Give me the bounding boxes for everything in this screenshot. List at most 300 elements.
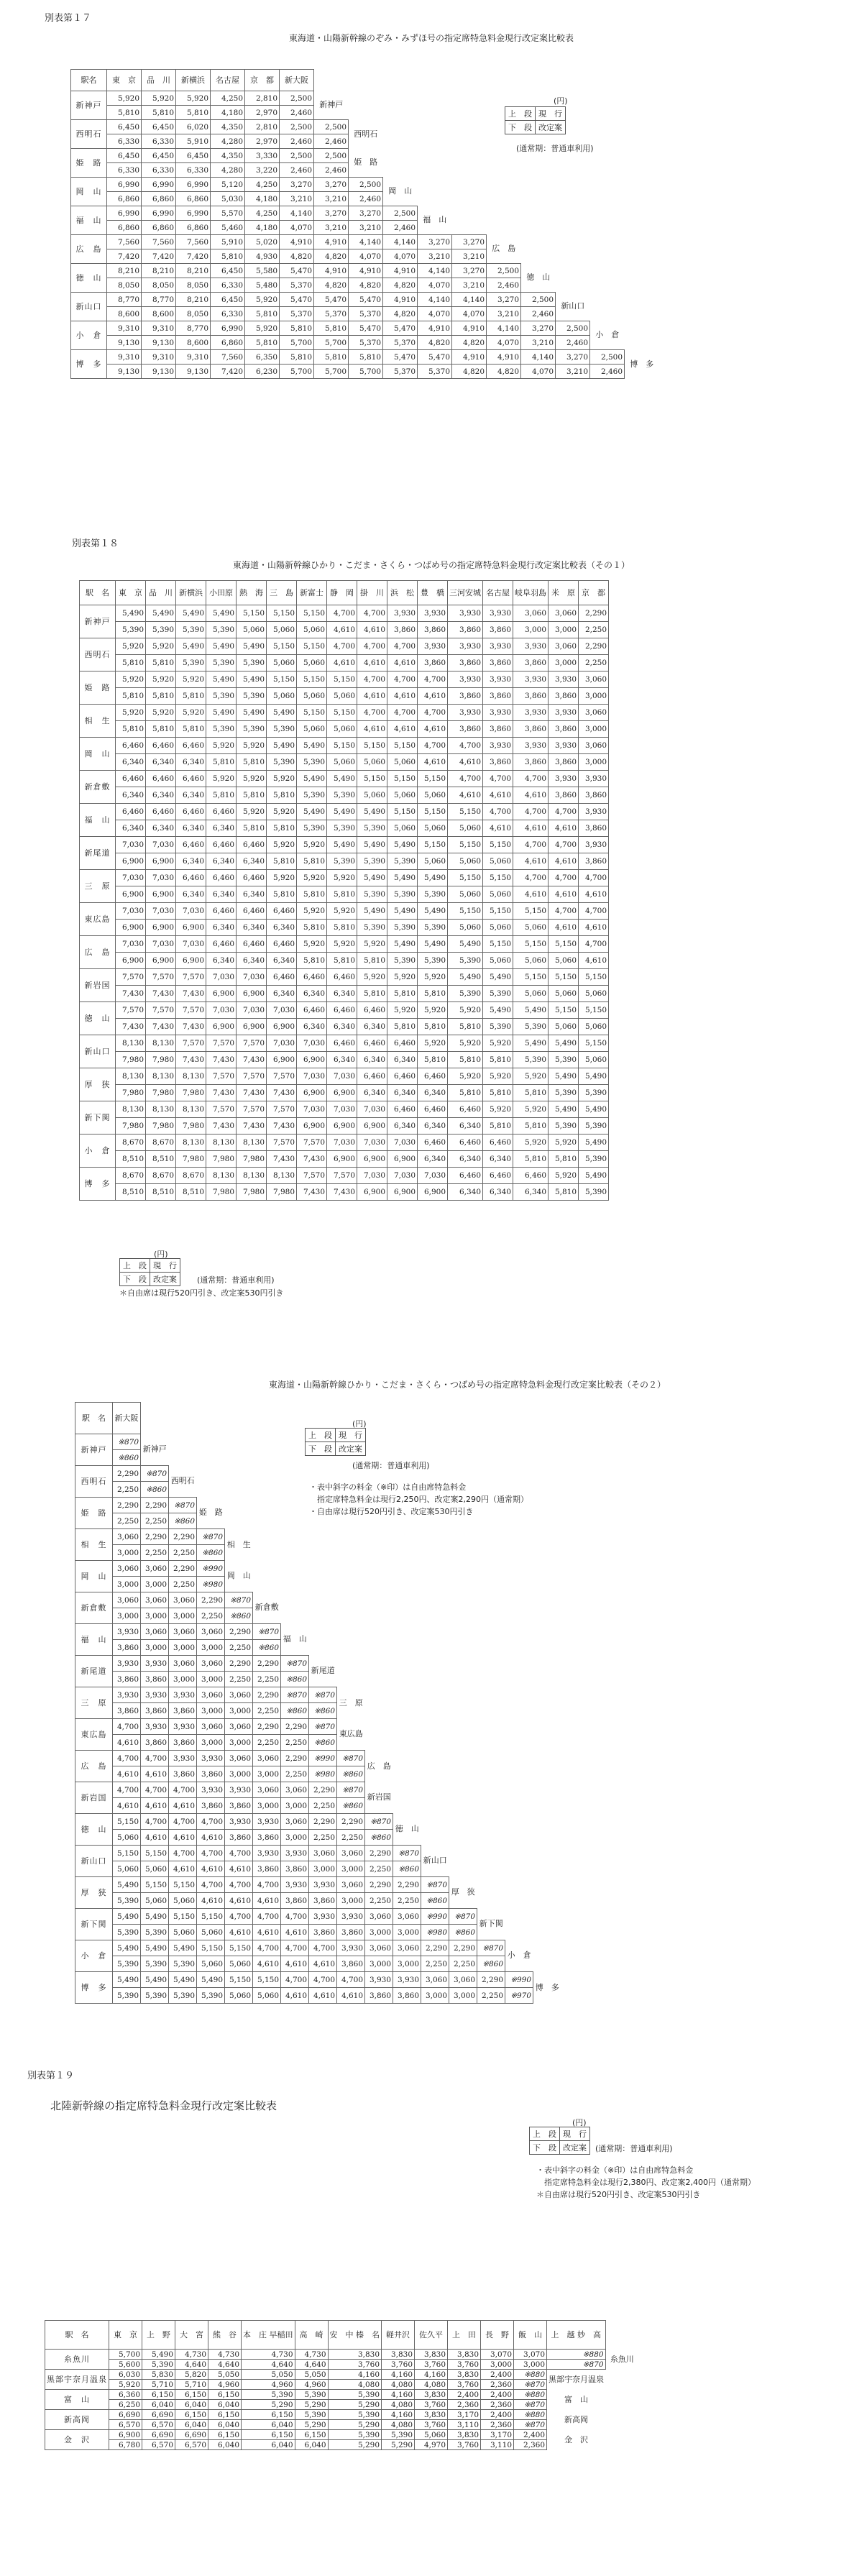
fare-revised: 5,390 <box>142 2360 175 2370</box>
station-name: 新倉敷 <box>75 1592 113 1624</box>
fare-current: 3,060 <box>365 1909 393 1925</box>
blank-cell <box>281 1498 309 1529</box>
fare-current: 6,450 <box>142 120 176 134</box>
blank-cell <box>625 120 659 149</box>
fare-revised: 4,610 <box>387 721 418 738</box>
fare-current: 8,130 <box>116 1101 146 1118</box>
fare-revised: 5,810 <box>146 655 176 671</box>
fare-revised: 5,060 <box>357 787 387 804</box>
fare-current: 7,030 <box>116 903 146 920</box>
fare-current: 5,390 <box>328 2390 382 2400</box>
fare-revised: 6,340 <box>206 820 237 837</box>
fare-current: ※870 <box>141 1466 169 1482</box>
fare-current: 7,570 <box>116 969 146 986</box>
fare-current: 8,770 <box>176 321 211 336</box>
fare-current: 5,150 <box>327 671 357 688</box>
fare-revised: 5,370 <box>314 307 349 321</box>
fare-revised: 3,000 <box>141 1577 169 1592</box>
fare-current: 4,700 <box>253 1940 281 1956</box>
legend-lower: 下 段 <box>306 1442 336 1456</box>
station-column-header: 長 野 <box>481 2321 514 2350</box>
station-column-header: 東 京 <box>116 581 146 605</box>
fare-revised: 8,510 <box>146 1184 176 1201</box>
fare-current: 5,490 <box>549 1068 579 1085</box>
diagonal-station-label: 新高岡 <box>564 2414 588 2424</box>
fare-revised: 4,610 <box>513 787 549 804</box>
fare-current: 7,570 <box>176 1002 206 1019</box>
fare-current: 8,130 <box>176 1101 206 1118</box>
fare-current: 3,270 <box>314 178 349 192</box>
fare-current: 3,070 <box>514 2350 547 2360</box>
fare-revised: 6,340 <box>418 1085 448 1101</box>
blank-cell <box>281 1561 309 1592</box>
fare-current: 5,150 <box>141 1846 169 1861</box>
table-row <box>71 365 659 379</box>
fare-revised: 9,130 <box>142 365 176 379</box>
fare-current: 7,030 <box>116 837 146 853</box>
fare-revised: 6,330 <box>211 307 245 321</box>
fare-current: 2,290 <box>365 1877 393 1893</box>
blank-cell <box>421 1624 449 1656</box>
station-name: 東広島 <box>80 903 116 936</box>
fare-revised: 4,180 <box>211 106 245 120</box>
fare-current: 2,500 <box>280 91 314 106</box>
blank-cell <box>349 91 383 120</box>
blank-cell <box>141 1403 169 1434</box>
station-column-header: 上 野 <box>142 2321 175 2350</box>
fare-current: 5,150 <box>297 671 327 688</box>
fare-current: 7,030 <box>327 1135 357 1151</box>
fare-current: 7,030 <box>146 837 176 853</box>
fare-revised: ※980 <box>197 1577 225 1592</box>
fare-current: 3,930 <box>549 671 579 688</box>
fare-revised: 7,430 <box>176 1019 206 1035</box>
station-column-header: 新横浜 <box>176 70 211 91</box>
fare-current: 7,030 <box>146 870 176 886</box>
fare-current: 6,150 <box>175 2410 208 2420</box>
fare-current: 6,450 <box>142 149 176 163</box>
fare-current: 7,570 <box>176 1035 206 1052</box>
fare-revised: 3,000 <box>225 1703 253 1719</box>
fare-current: 6,460 <box>176 837 206 853</box>
fare-revised: 7,430 <box>176 986 206 1002</box>
fare-revised: 5,060 <box>448 853 483 870</box>
fare-current: 3,930 <box>549 771 579 787</box>
blank-cell <box>421 1687 449 1719</box>
blank-cell <box>253 1434 281 1466</box>
fare-revised: 6,900 <box>116 853 146 870</box>
fare-current: 5,150 <box>297 605 327 622</box>
fare-current: 2,500 <box>349 178 383 192</box>
fare-revised: 5,390 <box>169 1956 197 1972</box>
fare-current: 6,990 <box>176 178 211 192</box>
station-column-header: 三 島 <box>267 581 297 605</box>
fare-revised: 7,430 <box>267 1118 297 1135</box>
table-row <box>75 1624 561 1640</box>
blank-cell <box>533 1529 561 1561</box>
fare-revised: 6,340 <box>206 920 237 936</box>
fare-revised: 6,250 <box>109 2400 142 2410</box>
fare-current: 4,700 <box>579 903 609 920</box>
fare-current: 2,290 <box>579 638 609 655</box>
fare-revised: 3,210 <box>349 221 383 235</box>
blank-cell <box>452 149 487 178</box>
fare-current: 3,060 <box>393 1940 421 1956</box>
fare-revised: 5,810 <box>483 1085 513 1101</box>
table-row <box>80 870 609 886</box>
fare-current: 3,930 <box>197 1751 225 1766</box>
fare-current: 5,920 <box>418 1002 448 1019</box>
fare-revised: 5,390 <box>579 1151 609 1168</box>
fare-current: 8,670 <box>146 1168 176 1184</box>
fare-current: 6,150 <box>242 2410 295 2420</box>
fare-revised: 6,860 <box>211 336 245 350</box>
fare-current: 6,450 <box>107 120 142 134</box>
fare-current: 5,490 <box>297 804 327 820</box>
fare-current: 7,030 <box>327 1101 357 1118</box>
fare-revised: 7,980 <box>237 1184 267 1201</box>
fare-revised: 3,860 <box>309 1925 337 1940</box>
fare-revised: 5,390 <box>357 853 387 870</box>
fare-current: 7,030 <box>176 936 206 953</box>
fare-current: ※870 <box>477 1940 505 1956</box>
fare-current: 7,030 <box>297 1035 327 1052</box>
fare-revised: 6,340 <box>267 953 297 969</box>
blank-cell <box>337 1529 365 1561</box>
fare-current: 5,490 <box>387 936 418 953</box>
table-row <box>80 953 609 969</box>
fare-revised: 4,610 <box>309 1988 337 2004</box>
fare-current: 6,150 <box>208 2390 242 2400</box>
fare-revised: 7,980 <box>237 1151 267 1168</box>
fare-current: 3,930 <box>113 1656 141 1672</box>
table-row <box>80 1184 609 1201</box>
fare-current: 3,930 <box>393 1972 421 1988</box>
fare-current: 6,690 <box>142 2430 175 2440</box>
fare-revised: 5,060 <box>483 953 513 969</box>
fare-current: 4,700 <box>141 1751 169 1766</box>
diagonal-station-label: 博 多 <box>630 359 654 369</box>
fare-current: ※870 <box>337 1782 365 1798</box>
fare-current: 4,700 <box>281 1972 309 1988</box>
fare-current: 4,160 <box>382 2370 415 2380</box>
fare-revised: 6,340 <box>297 986 327 1002</box>
t18-label: 別表第１８ <box>72 538 119 549</box>
table-row <box>71 264 659 278</box>
fare-current: 5,490 <box>483 1002 513 1019</box>
fare-revised: 4,610 <box>483 820 513 837</box>
fare-current: 4,700 <box>169 1782 197 1798</box>
fare-revised: 4,610 <box>197 1893 225 1909</box>
fare-revised: 4,610 <box>418 688 448 705</box>
blank-cell <box>337 1561 365 1592</box>
fare-current: 3,060 <box>141 1624 169 1640</box>
station-name: 岡 山 <box>80 738 116 771</box>
fare-current: 4,700 <box>448 738 483 754</box>
fare-current: 5,150 <box>297 705 327 721</box>
fare-revised: 2,250 <box>281 1735 309 1751</box>
blank-cell <box>169 1434 197 1466</box>
fare-current: 3,830 <box>415 2410 448 2420</box>
t19-note-line: 指定席特急料金は現行2,380円、改定案2,400円（通常期） <box>536 2178 756 2187</box>
fare-revised: 7,430 <box>206 1118 237 1135</box>
station-name: 博 多 <box>80 1168 116 1201</box>
fare-current: 3,930 <box>579 804 609 820</box>
fare-current: 2,290 <box>225 1656 253 1672</box>
fare-current: 2,290 <box>197 1592 225 1608</box>
fare-current: 3,060 <box>549 638 579 655</box>
fare-current: 5,490 <box>169 1972 197 1988</box>
fare-current: 5,490 <box>357 903 387 920</box>
fare-current: 5,120 <box>211 178 245 192</box>
fare-current: 7,570 <box>267 1068 297 1085</box>
station-name: 小 倉 <box>80 1135 116 1168</box>
fare-revised: 6,330 <box>107 163 142 178</box>
fare-revised: 8,050 <box>107 278 142 293</box>
fare-current: 6,460 <box>146 738 176 754</box>
blank-cell <box>225 1403 253 1434</box>
fare-current: 4,700 <box>225 1877 253 1893</box>
fare-revised: 7,430 <box>206 1052 237 1068</box>
station-name: 糸魚川 <box>45 2350 109 2370</box>
legend-lower: 下 段 <box>530 2141 560 2155</box>
fare-current: 3,270 <box>556 350 590 365</box>
fare-current: 5,810 <box>314 350 349 365</box>
fare-current: 3,930 <box>579 771 609 787</box>
fare-current: 2,290 <box>281 1751 309 1766</box>
fare-current: 3,930 <box>448 705 483 721</box>
fare-revised: 5,810 <box>327 953 357 969</box>
blank-cell <box>337 1592 365 1624</box>
fare-revised: 5,370 <box>349 336 383 350</box>
fare-current: 5,150 <box>327 705 357 721</box>
fare-current: 6,460 <box>357 1002 387 1019</box>
table-row <box>71 178 659 192</box>
blank-cell <box>556 264 590 293</box>
fare-revised: 4,180 <box>245 192 280 206</box>
fare-revised: 3,000 <box>365 1925 393 1940</box>
fare-current: 5,920 <box>483 1035 513 1052</box>
fare-current: 4,700 <box>387 638 418 655</box>
fare-current: 8,210 <box>176 293 211 307</box>
fare-current: 5,490 <box>297 771 327 787</box>
legend-upper: 上 段 <box>505 107 536 121</box>
blank-cell <box>197 1434 225 1466</box>
fare-revised: 6,340 <box>267 986 297 1002</box>
blank-cell <box>505 1656 533 1687</box>
t19-note1: (通常期：普通車利用) <box>595 2144 673 2153</box>
table-row <box>80 671 609 688</box>
fare-revised: 5,060 <box>169 1925 197 1940</box>
fare-revised: 5,700 <box>314 365 349 379</box>
fare-current: 2,290 <box>253 1687 281 1703</box>
fare-current: 6,460 <box>206 903 237 920</box>
fare-current: 5,920 <box>513 1101 549 1118</box>
fare-revised: 5,060 <box>113 1830 141 1846</box>
fare-current: 6,450 <box>211 293 245 307</box>
blank-cell <box>309 1624 337 1656</box>
fare-current: 7,030 <box>387 1135 418 1151</box>
fare-revised: 5,060 <box>418 820 448 837</box>
fare-revised: 4,070 <box>521 365 556 379</box>
station-name: 博 多 <box>71 350 107 379</box>
fare-revised: 5,060 <box>297 721 327 738</box>
fare-current: 2,290 <box>225 1624 253 1640</box>
fare-revised: 2,250 <box>365 1893 393 1909</box>
diagonal-station-label: 博 多 <box>535 1982 559 1992</box>
t18b-note1: (通常期：普通車利用) <box>352 1461 430 1470</box>
fare-revised: 7,980 <box>206 1151 237 1168</box>
fare-revised: 3,860 <box>549 754 579 771</box>
fare-current: 4,910 <box>383 264 418 278</box>
blank-cell <box>477 1846 505 1877</box>
station-column-header: 佐久平 <box>415 2321 448 2350</box>
blank-cell <box>477 1719 505 1751</box>
fare-revised: 7,430 <box>267 1151 297 1168</box>
blank-cell <box>309 1529 337 1561</box>
fare-current: 3,060 <box>225 1687 253 1703</box>
station-column-header: 本 庄 早稲田 <box>242 2321 295 2350</box>
blank-cell <box>605 2430 638 2450</box>
fare-revised: ※860 <box>281 1672 309 1687</box>
blank-cell <box>421 1403 449 1434</box>
blank-cell <box>556 235 590 264</box>
fare-current: 6,460 <box>418 1101 448 1118</box>
fare-current: 8,130 <box>267 1168 297 1184</box>
blank-cell <box>365 1592 393 1624</box>
fare-revised: 6,340 <box>357 1052 387 1068</box>
fare-revised: 2,250 <box>253 1735 281 1751</box>
fare-revised: 5,390 <box>116 622 146 638</box>
fare-current: ※870 <box>169 1498 197 1513</box>
fare-revised: 4,820 <box>452 365 487 379</box>
fare-revised: 5,370 <box>383 336 418 350</box>
fare-revised: 7,430 <box>146 986 176 1002</box>
blank-cell <box>281 1592 309 1624</box>
fare-revised: 5,810 <box>206 787 237 804</box>
fare-revised: 4,610 <box>357 688 387 705</box>
fare-current: 8,130 <box>146 1101 176 1118</box>
blank-cell <box>625 293 659 321</box>
fare-current: 2,400 <box>481 2370 514 2380</box>
fare-revised: 6,330 <box>176 163 211 178</box>
fare-revised: ※860 <box>281 1703 309 1719</box>
fare-revised: 6,340 <box>387 1118 418 1135</box>
fare-revised: 4,080 <box>382 2380 415 2390</box>
fare-revised: 5,390 <box>513 1052 549 1068</box>
fare-revised: 5,810 <box>327 886 357 903</box>
fare-revised: 6,330 <box>211 278 245 293</box>
fare-revised: 5,390 <box>206 721 237 738</box>
station-column-header: 岐阜羽島 <box>513 581 549 605</box>
fare-revised: 5,370 <box>418 365 452 379</box>
station-name: 新岩国 <box>75 1782 113 1814</box>
fare-revised: 2,250 <box>365 1861 393 1877</box>
fare-revised: 2,360 <box>481 2420 514 2430</box>
blank-cell <box>477 1877 505 1909</box>
station-column-header: 浜 松 <box>387 581 418 605</box>
fare-current: 5,150 <box>225 1940 253 1956</box>
fare-revised: ※870 <box>514 2400 547 2410</box>
fare-current: 4,910 <box>349 264 383 278</box>
fare-revised: 6,570 <box>175 2440 208 2450</box>
table-row <box>75 1687 561 1703</box>
fare-current: 4,140 <box>280 206 314 221</box>
fare-revised: 5,810 <box>387 986 418 1002</box>
fare-revised: 5,910 <box>176 134 211 149</box>
blank-cell <box>505 1719 533 1751</box>
fare-revised: 3,210 <box>314 221 349 235</box>
blank-cell <box>393 1529 421 1561</box>
fare-current: 7,030 <box>116 936 146 953</box>
fare-revised: 6,340 <box>448 1184 483 1201</box>
fare-current: 7,030 <box>387 1168 418 1184</box>
fare-revised: 3,000 <box>481 2360 514 2370</box>
fare-current: 5,490 <box>418 936 448 953</box>
fare-current: 5,920 <box>483 1068 513 1085</box>
fare-current: 6,990 <box>107 178 142 192</box>
fare-revised: 6,900 <box>387 1151 418 1168</box>
fare-current: 7,560 <box>211 350 245 365</box>
fare-revised: 4,820 <box>383 278 418 293</box>
table-row <box>71 336 659 350</box>
fare-current: 7,570 <box>327 1168 357 1184</box>
fare-current: 3,060 <box>579 705 609 721</box>
station-name: 三 原 <box>80 870 116 903</box>
fare-revised: ※860 <box>421 1893 449 1909</box>
diagonal-station-label: 岡 山 <box>388 186 413 196</box>
station-name: 岡 山 <box>75 1561 113 1592</box>
fare-revised: 6,900 <box>206 1019 237 1035</box>
fare-revised: 5,290 <box>295 2420 328 2430</box>
fare-current: 7,570 <box>267 1101 297 1118</box>
fare-current: 6,690 <box>109 2410 142 2420</box>
fare-revised: 6,340 <box>357 1085 387 1101</box>
fare-current: 5,150 <box>513 936 549 953</box>
fare-revised: 2,250 <box>141 1513 169 1529</box>
fare-current: 5,490 <box>448 936 483 953</box>
fare-revised: 3,860 <box>113 1672 141 1687</box>
fare-current: 3,060 <box>421 1972 449 1988</box>
fare-revised: 5,710 <box>142 2380 175 2390</box>
fare-current: 5,490 <box>237 638 267 655</box>
blank-cell <box>505 1403 533 1434</box>
fare-revised: 3,860 <box>448 655 483 671</box>
fare-revised: ※860 <box>113 1450 141 1466</box>
station-name: 福 山 <box>75 1624 113 1656</box>
table-row <box>80 837 609 853</box>
fare-revised: 4,610 <box>513 820 549 837</box>
fare-revised: 4,070 <box>452 307 487 321</box>
fare-revised: 5,290 <box>295 2400 328 2410</box>
fare-revised: 5,290 <box>328 2400 382 2410</box>
blank-cell <box>505 1782 533 1814</box>
fare-current: 5,150 <box>357 771 387 787</box>
fare-current: 4,160 <box>382 2410 415 2420</box>
fare-revised: 6,570 <box>142 2420 175 2430</box>
blank-cell <box>533 1909 561 1940</box>
fare-current: 4,350 <box>211 120 245 134</box>
blank-cell <box>365 1656 393 1687</box>
fare-revised: 7,430 <box>146 1019 176 1035</box>
fare-current: 4,700 <box>549 837 579 853</box>
fare-revised: 6,900 <box>327 1085 357 1101</box>
fare-revised: ※870 <box>547 2360 606 2370</box>
fare-revised: 7,980 <box>146 1085 176 1101</box>
blank-cell <box>521 206 556 235</box>
fare-current: 4,910 <box>452 321 487 336</box>
fare-current: 5,920 <box>549 1135 579 1151</box>
